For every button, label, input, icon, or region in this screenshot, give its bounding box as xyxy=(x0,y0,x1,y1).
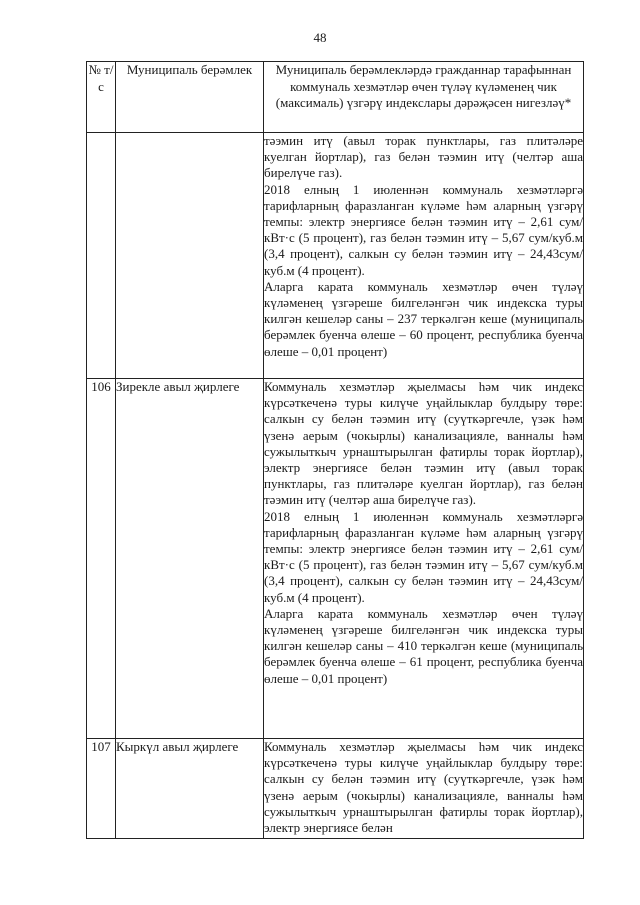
row-number xyxy=(87,133,116,379)
description-paragraph: Коммуналь хезмәтләр җыелмасы һәм чик индекс күрсәткеченә туры килүче уңайлыклар булдыру төре: салкын су белән тәэмин итү (суүткәргечле, үзәк һәм үзенә аерым (чокырлы) канализацияле, ванналы һәм сужылыткыч урнаштырылган фатирлы торак йортлар), электр энергиясе белән xyxy=(264,739,583,836)
row-number: 107 xyxy=(87,739,116,839)
municipality-table xyxy=(86,61,584,839)
description-paragraph: Коммуналь хезмәтләр җыелмасы һәм чик индекс күрсәткеченә туры килүче уңайлыклар булдыру төре: салкын су белән тәэмин итү (суүткәргечле, үзәк һәм үзенә аерым (чокырлы) канализацияле, ванналы һәм сужылыткыч урнаштырылган фатирлы торак йортлар), электр энергиясе белән тәэмин итү (авыл торак пунктлары, газ плитәләре куелган йортлар), газ белән тәэмин итү (челтәр аша бирелүче газ). xyxy=(264,379,583,508)
header-municipality: Муниципаль берәмлек xyxy=(116,62,264,133)
header-number: № т/с xyxy=(87,62,116,133)
description-paragraph: тәэмин итү (авыл торак пунктлары, газ плитәләре куелган йортлар), газ белән тәэмин итү (челтәр аша бирелүче газ). xyxy=(264,133,583,181)
table-row xyxy=(87,739,584,839)
page-number: 48 xyxy=(313,30,327,45)
row-description xyxy=(264,379,584,739)
description-paragraph: Аларга карата коммуналь хезмәтләр өчен түләү күләменең үзгәреше билгеләнгән чик индекска туры килгән кешеләр саны – 237 теркәлгән кеше (муниципаль берәмлек буенча өлеше – 60 процент, республика буенча өлеше – 0,01 процент) xyxy=(264,278,583,359)
row-number: 106 xyxy=(87,379,116,739)
header-description xyxy=(264,62,584,133)
description-paragraph: Аларга карата коммуналь хезмәтләр өчен түләү күләменең үзгәреше билгеләнгән чик индекска туры килгән кешеләр саны – 410 теркәлгән кеше (муниципаль берәмлек буенча өлеше – 61 процент, республика буенча өлеше – 0,01 процент) xyxy=(264,605,583,686)
row-municipality xyxy=(116,133,264,379)
row-municipality: Кыркүл авыл җирлеге xyxy=(116,739,264,839)
row-description xyxy=(264,739,584,839)
header-description-text: Муниципаль берәмлекләрдә гражданнар тарафыннан коммуналь хезмәтләр өчен түләү күләменең чик (максималь) үзгәрү индекслары дәрәҗәсен нигезләү* xyxy=(275,62,572,110)
row-description xyxy=(264,133,584,379)
table-header-row xyxy=(87,62,584,133)
description-paragraph: 2018 елның 1 июленнән коммуналь хезмәтләргә тарифларның фаразланган күләме һәм аларның үзгәрү темпы: электр энергиясе белән тәэмин итү – 2,61 сум/кВт·с (5 процент), газ белән тәэмин итү – 5,67 сум/куб.м (3,4 процент), салкын су белән тәэмин итү – 24,43сум/куб.м (4 процент). xyxy=(264,181,583,278)
description-paragraph: 2018 елның 1 июленнән коммуналь хезмәтләргә тарифларның фаразланган күләме һәм аларның үзгәрү темпы: электр энергиясе белән тәэмин итү – 2,61 сум/кВт·с (5 процент), газ белән тәэмин итү – 5,67 сум/куб.м (3,4 процент), салкын су белән тәэмин итү – 24,43сум/куб.м (4 процент). xyxy=(264,508,583,605)
row-municipality: Зирекле авыл җирлеге xyxy=(116,379,264,739)
table-row xyxy=(87,379,584,739)
table-row xyxy=(87,133,584,379)
